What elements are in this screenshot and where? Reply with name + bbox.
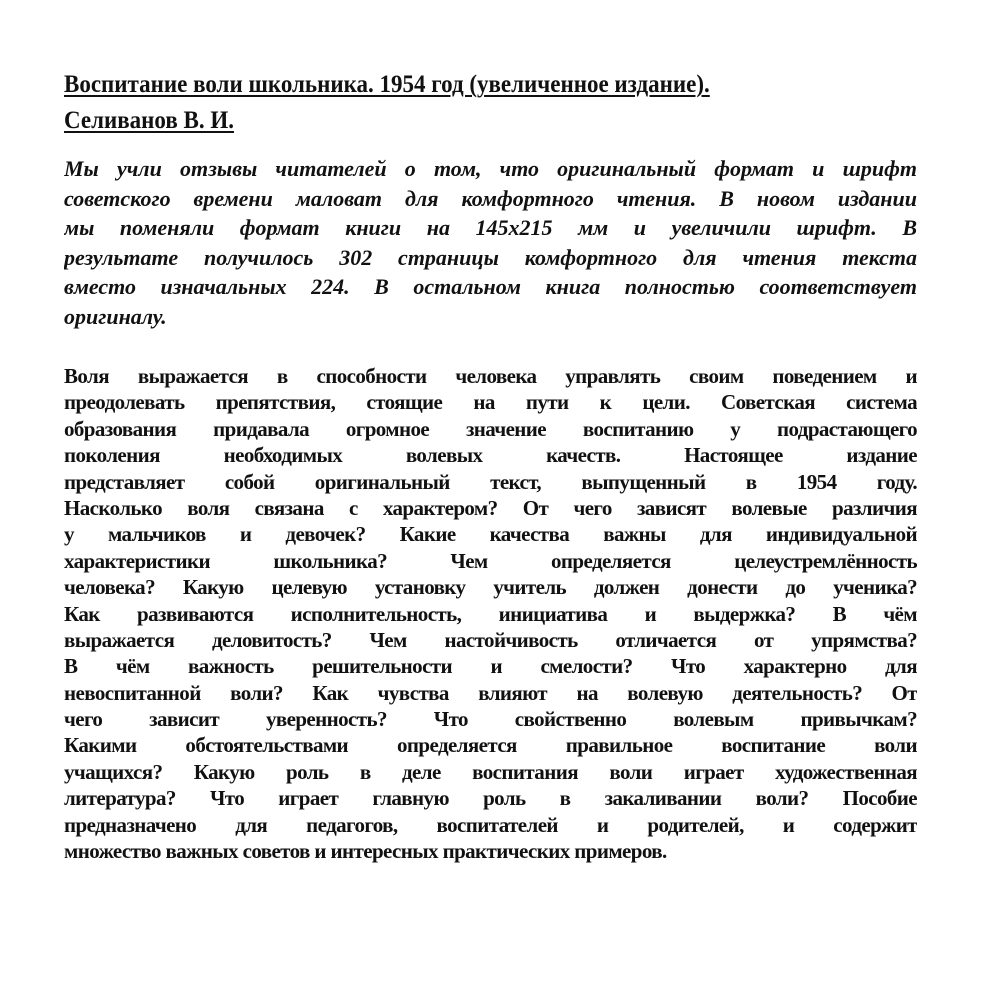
description-line: Насколько воля связана с характером? От чего зависят волевые различия [64, 495, 917, 520]
book-author: Селиванов В. И. [64, 107, 235, 134]
edition-note-line: оригиналу. [64, 303, 167, 329]
description-line: Воля выражается в способности человека управлять своим поведением и [64, 364, 917, 388]
description-line: выражается деловитость? Чем настойчивость отличается от упрямства? [64, 627, 917, 652]
description-line: образования придавала огромное значение воспитанию у подрастающего [64, 416, 917, 441]
description-line: множество важных советов и интересных практических примеров. [64, 839, 667, 864]
description-line: учащихся? Какую роль в деле воспитания воли играет художественная [64, 759, 917, 784]
book-title: Воспитание воли школьника. 1954 год (увеличенное издание). [64, 71, 710, 98]
book-description [64, 363, 917, 864]
description-line: Как развиваются исполнительность, инициатива и выдержка? В чём [64, 601, 917, 626]
edition-note-line: Мы учли отзывы читателей о том, что оригинальный формат и шрифт [64, 156, 917, 181]
edition-note-line: результате получилось 302 страницы комфортного для чтения текста [64, 244, 917, 270]
edition-note-line: мы поменяли формат книги на 145х215 мм и увеличили шрифт. В [64, 215, 917, 240]
edition-note-line: советского времени маловат для комфортного чтения. В новом издании [64, 185, 917, 211]
description-line: Какими обстоятельствами определяется правильное воспитание воли [64, 733, 917, 758]
description-line: невоспитанной воли? Как чувства влияют на волевую деятельность? От [64, 680, 917, 705]
description-line: чего зависит уверенность? Что свойственно волевым привычкам? [64, 707, 917, 732]
description-line: предназначено для педагогов, воспитателей и родителей, и содержит [64, 812, 917, 837]
description-line: представляет собой оригинальный текст, выпущенный в 1954 году. [64, 469, 917, 494]
description-line: литература? Что играет главную роль в закаливании воли? Пособие [64, 786, 917, 811]
description-line: В чём важность решительности и смелости? Что характерно для [64, 654, 917, 679]
description-line: у мальчиков и девочек? Какие качества важны для индивидуальной [64, 522, 917, 547]
description-line: человека? Какую целевую установку учитель должен донести до ученика? [64, 575, 917, 600]
edition-note [64, 154, 917, 331]
description-line: преодолевать препятствия, стоящие на пути к цели. Советская система [64, 390, 917, 415]
edition-note-line: вместо изначальных 224. В остальном книга полностью соответствует [64, 274, 917, 299]
description-line: характеристики школьника? Чем определяется целеустремлённость [64, 548, 917, 573]
document-page [64, 68, 917, 864]
description-line: поколения необходимых волевых качеств. Настоящее издание [64, 443, 917, 468]
